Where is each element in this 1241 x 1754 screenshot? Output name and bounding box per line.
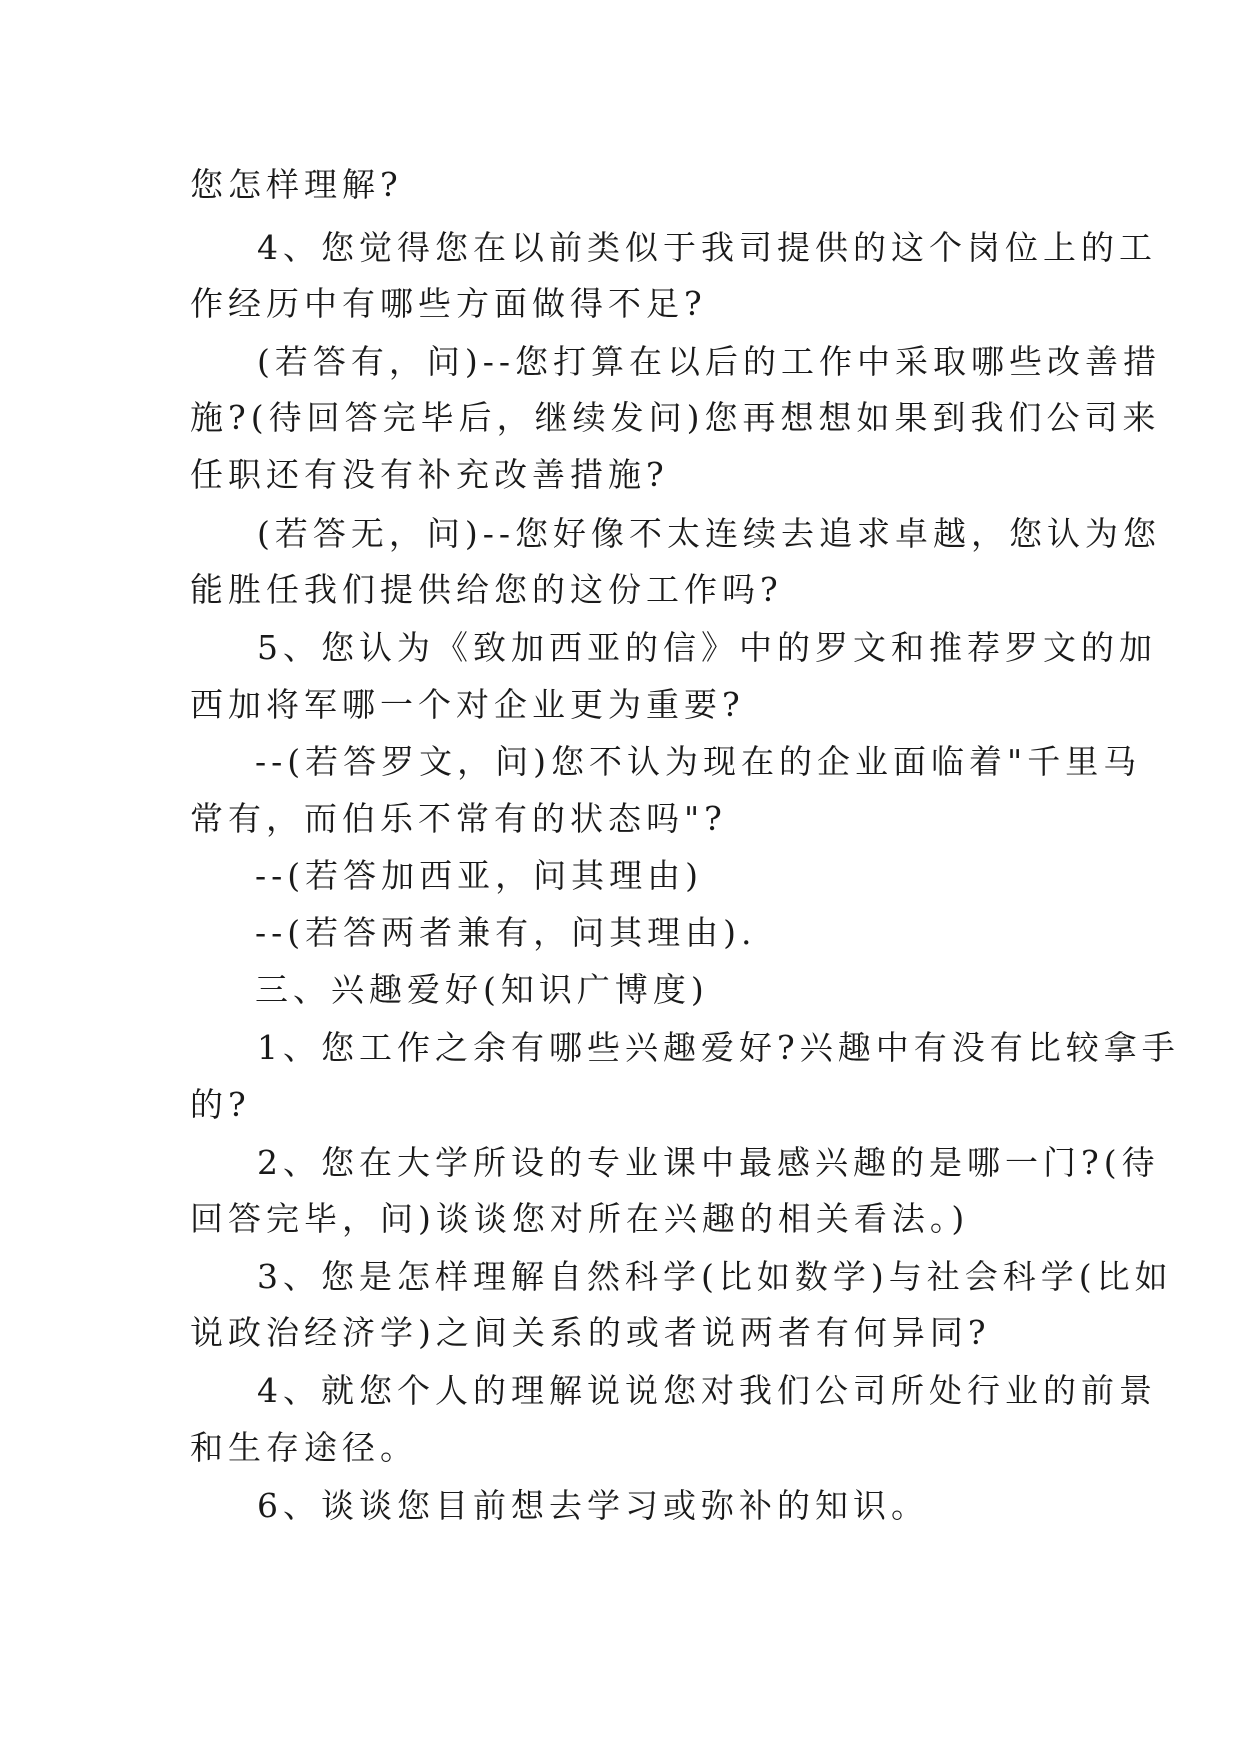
text-line: 和生存途径。	[190, 1428, 418, 1467]
text-line: (若答无，问)--您好像不太连续去追求卓越，您认为您	[257, 514, 1162, 553]
text-line: 施?(待回答完毕后，继续发问)您再想想如果到我们公司来	[190, 398, 1161, 437]
text-line: (若答有，问)--您打算在以后的工作中采取哪些改善措	[257, 342, 1162, 381]
text-line: --(若答两者兼有，问其理由).	[255, 913, 757, 952]
text-line: 3、您是怎样理解自然科学(比如数学)与社会科学(比如	[257, 1257, 1173, 1296]
section-heading: 三、兴趣爱好(知识广博度)	[255, 970, 709, 1009]
text-line: 2、您在大学所设的专业课中最感兴趣的是哪一门?(待	[257, 1143, 1160, 1182]
text-line: 的?	[190, 1085, 251, 1124]
text-line: 1、您工作之余有哪些兴趣爱好?兴趣中有没有比较拿手	[257, 1028, 1180, 1067]
text-line: 作经历中有哪些方面做得不足?	[190, 284, 707, 323]
text-line: 您怎样理解?	[190, 165, 403, 204]
text-line: 5、您认为《致加西亚的信》中的罗文和推荐罗文的加	[257, 628, 1157, 667]
text-line: 回答完毕，问)谈谈您对所在兴趣的相关看法。)	[190, 1199, 970, 1238]
text-line: 6、谈谈您目前想去学习或弥补的知识。	[257, 1486, 929, 1525]
text-line: --(若答罗文，问)您不认为现在的企业面临着"千里马	[255, 742, 1142, 781]
text-line: 能胜任我们提供给您的这份工作吗?	[190, 570, 783, 609]
text-line: 4、就您个人的理解说说您对我们公司所处行业的前景	[257, 1371, 1157, 1410]
text-line: 任职还有没有补充改善措施?	[190, 455, 669, 494]
text-line: 4、您觉得您在以前类似于我司提供的这个岗位上的工	[257, 228, 1157, 267]
text-line: 常有，而伯乐不常有的状态吗"?	[190, 799, 727, 838]
text-line: 说政治经济学)之间关系的或者说两者有何异同?	[190, 1313, 991, 1352]
text-line: --(若答加西亚，问其理由)	[255, 856, 704, 895]
text-line: 西加将军哪一个对企业更为重要?	[190, 685, 745, 724]
